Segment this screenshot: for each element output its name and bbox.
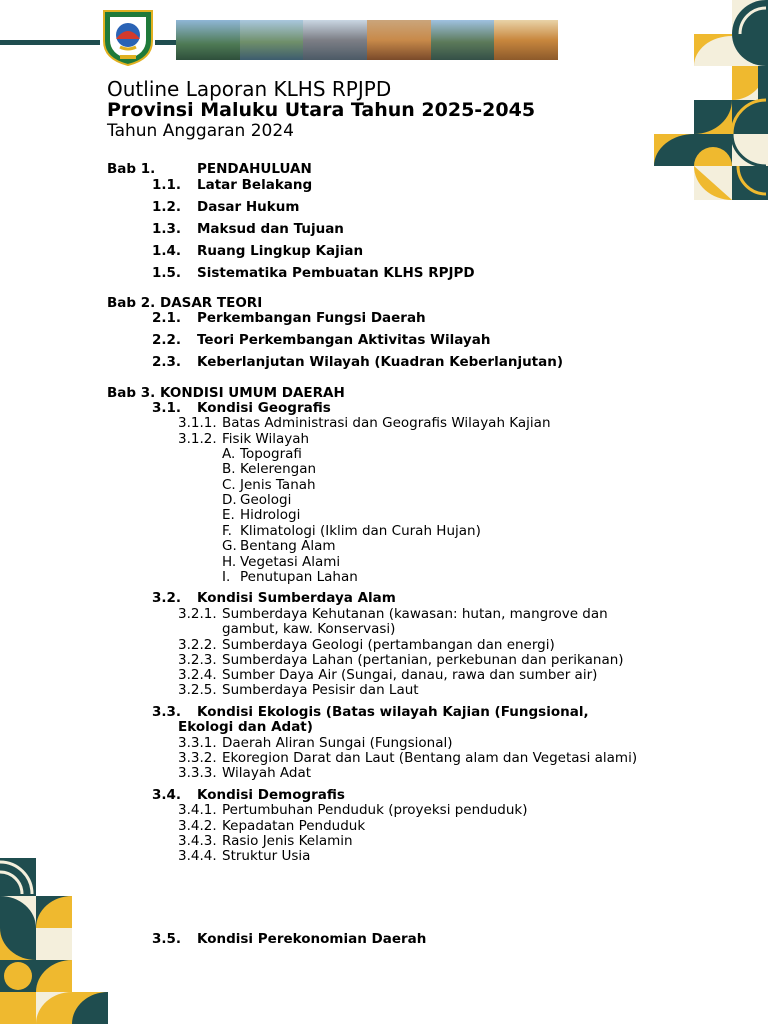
provincial-emblem-icon — [100, 7, 156, 67]
header-rule-left — [0, 40, 100, 45]
photo-volcano — [431, 20, 495, 60]
document-year: Tahun Anggaran 2024 — [107, 121, 294, 141]
outline-subitem-continuation: gambut, kaw. Konservasi) — [222, 621, 396, 637]
photo-bay — [176, 20, 240, 60]
section-heading-continuation: Ekologi dan Adat) — [178, 719, 313, 735]
decorative-pattern-bottom-left — [0, 858, 108, 1024]
document-subtitle: Provinsi Maluku Utara Tahun 2025-2045 — [107, 99, 536, 121]
chapter-heading-2: Bab 2. DASAR TEORI — [107, 295, 263, 311]
photo-industry — [303, 20, 367, 60]
photo-coast — [240, 20, 304, 60]
landscape-photo-strip — [176, 20, 558, 60]
photo-crowd — [367, 20, 431, 60]
chapter-heading-3: Bab 3. KONDISI UMUM DAERAH — [107, 385, 345, 401]
photo-food — [494, 20, 558, 60]
header-rule-mid — [155, 40, 177, 45]
document-title: Outline Laporan KLHS RPJPD — [107, 77, 392, 101]
decorative-pattern-top-right — [654, 0, 768, 200]
